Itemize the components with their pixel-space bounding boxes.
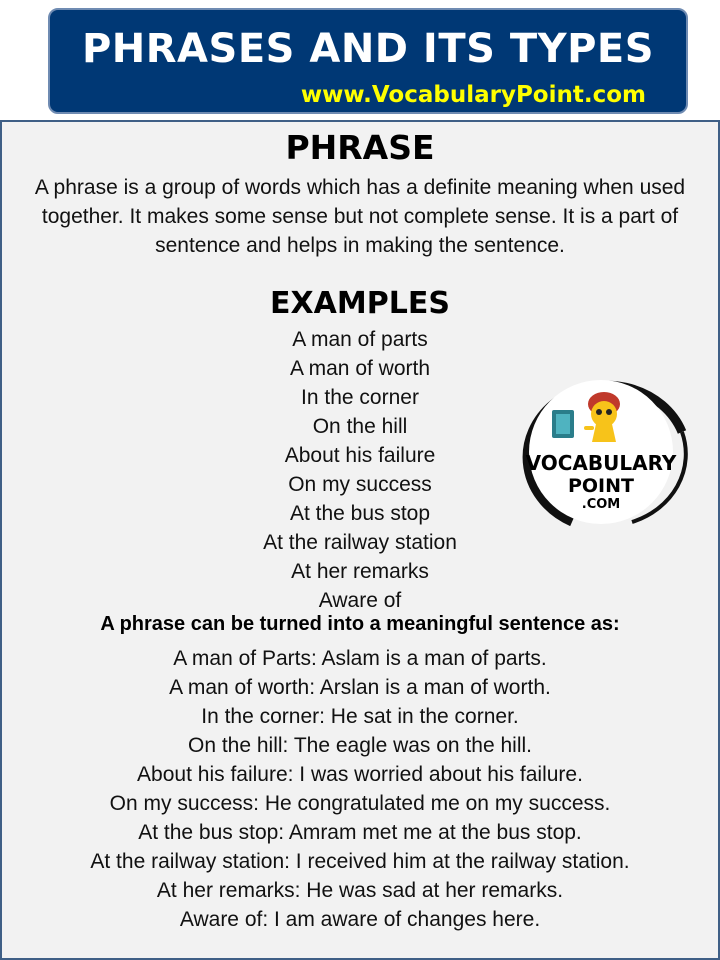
- sentence-item: About his failure: I was worried about his failure.: [137, 763, 583, 786]
- vocabulary-point-logo: [512, 372, 690, 532]
- sentence-heading: A phrase can be turned into a meaningful sentence as:: [100, 613, 620, 635]
- example-item: In the corner: [301, 386, 419, 409]
- sentence-item: Aware of: I am aware of changes here.: [179, 908, 541, 931]
- phrase-definition: A phrase is a group of words which has a definite meaning when used together. It makes some sense but not complete sense. It is a part of sentence and helps in making the sentence.: [34, 176, 686, 257]
- examples-heading: EXAMPLES: [270, 286, 450, 321]
- logo-text-line3: .COM: [581, 497, 621, 512]
- book-icon: [552, 410, 574, 438]
- sentence-item: At the bus stop: Amram met me at the bus stop.: [138, 821, 582, 844]
- example-item: On my success: [288, 473, 432, 496]
- example-item: About his failure: [284, 444, 436, 467]
- example-item: On the hill: [312, 415, 408, 438]
- title-banner: [48, 8, 688, 114]
- website-url[interactable]: www.VocabularyPoint.com: [300, 82, 646, 108]
- example-item: A man of worth: [289, 357, 431, 380]
- phrase-heading: PHRASE: [285, 128, 435, 167]
- sentence-item: At her remarks: He was sad at her remarks.: [156, 879, 564, 902]
- example-item: At her remarks: [291, 560, 429, 583]
- logo-text-line1: VOCABULARY: [525, 451, 677, 475]
- logo-text-line2: POINT: [567, 475, 635, 497]
- page-title: PHRASES AND ITS TYPES: [81, 26, 655, 72]
- example-item: At the bus stop: [289, 502, 431, 525]
- sentence-item: At the railway station: I received him at the railway station.: [90, 850, 630, 873]
- sentence-item: In the corner: He sat in the corner.: [201, 705, 519, 728]
- example-item: At the railway station: [263, 531, 457, 554]
- sentence-item: A man of Parts: Aslam is a man of parts.: [173, 647, 547, 670]
- example-item: Aware of: [318, 589, 402, 612]
- sentences-list: [0, 644, 720, 934]
- sentence-item: On the hill: The eagle was on the hill.: [188, 734, 532, 757]
- example-item: A man of parts: [292, 328, 428, 351]
- sentence-item: A man of worth: Arslan is a man of worth.: [169, 676, 551, 699]
- sentence-item: On my success: He congratulated me on my success.: [109, 792, 611, 815]
